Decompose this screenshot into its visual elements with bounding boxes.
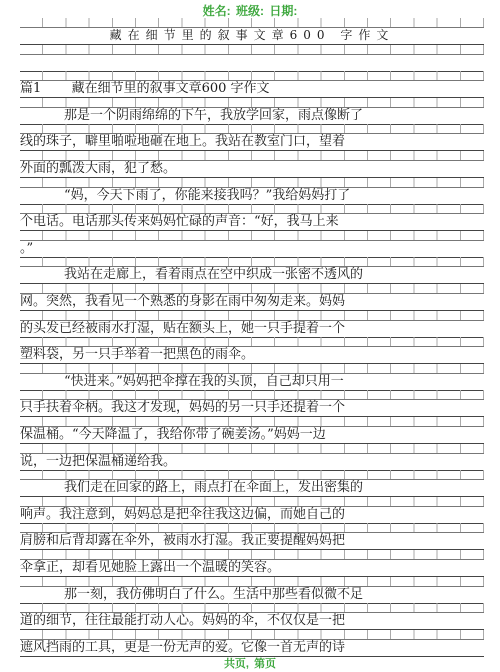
document-title: 藏在细节里的叙事文章600 字作文 <box>109 28 395 42</box>
text-line: 塑料袋，另一只手举着一把黑色的雨伞。 <box>20 347 255 363</box>
text-line: 那是一个阴雨绵绵的下午，我放学回家，雨点像断了 <box>64 107 364 123</box>
composition-paper <box>20 18 484 655</box>
text-line: 遮风挡雨的工具，更是一份无声的爱。它像一首无声的诗 <box>20 639 346 655</box>
text-line: “快进来。”妈妈把伞撑在我的头顶，自己却只用一 <box>64 373 344 389</box>
text-line: 那一刻，我仿佛明白了什么。生活中那些看似微不足 <box>64 586 364 602</box>
date-label: 日期: <box>269 4 298 18</box>
text-line: 伞拿正，却看见她脸上露出一个温暖的笑容。 <box>20 560 281 575</box>
text-line: 肩膀和后背却露在伞外，被雨水打湿。我正要提醒妈妈把 <box>20 533 346 549</box>
page-total-label: 共页, <box>223 658 249 670</box>
worksheet-header <box>0 2 500 19</box>
text-line: 我站在走廊上，看着雨点在空中织成一张密不透风的 <box>64 267 364 283</box>
class-label: 班级: <box>236 4 264 18</box>
grid-spacer-row <box>20 45 484 55</box>
text-line: 道的细节，往往最能打动人心。妈妈的伞，不仅仅是一把 <box>20 613 346 629</box>
text-line: 。” <box>20 240 34 256</box>
text-line: 个电话。电话那头传来妈妈忙碌的声音：“好，我马上来 <box>20 214 339 230</box>
text-line: 只手扶着伞柄。我这才发现，妈妈的另一只手还提着一个 <box>20 400 346 416</box>
text-line: 说，一边把保温桶递给我。 <box>20 453 177 469</box>
text-line: 外面的瓢泼大雨，犯了愁。 <box>20 161 177 176</box>
worksheet-footer <box>0 655 500 671</box>
text-line: 的头发已经被雨水打湿，贴在额头上，她一只手提着一个 <box>20 320 346 336</box>
text-line: 我们走在回家的路上，雨点打在伞面上，发出密集的 <box>64 480 364 496</box>
section-heading <box>20 80 484 97</box>
grid-spacer-row <box>20 71 484 81</box>
name-label: 姓名: <box>202 4 231 18</box>
page-number-label: 第页 <box>254 658 277 670</box>
grid-spacer-row <box>20 18 484 28</box>
section-heading-title: 藏在细节里的叙事文章600 字作文 <box>71 81 270 97</box>
text-line: 网。突然，我看见一个熟悉的身影在雨中匆匆走来。妈妈 <box>20 294 346 309</box>
text-line: 线的珠子，噼里啪啦地砸在地上。我站在教室门口，望着 <box>20 134 346 150</box>
text-line: “妈，今天下雨了，你能来接我吗？”我给妈妈打了 <box>64 187 351 203</box>
text-line: 保温桶。“今天降温了，我给你带了碗姜汤。”妈妈一边 <box>20 427 326 442</box>
section-heading-label: 篇1 <box>20 81 42 97</box>
text-line: 响声。我注意到，妈妈总是把伞往我这边偏，而她自己的 <box>20 506 346 522</box>
